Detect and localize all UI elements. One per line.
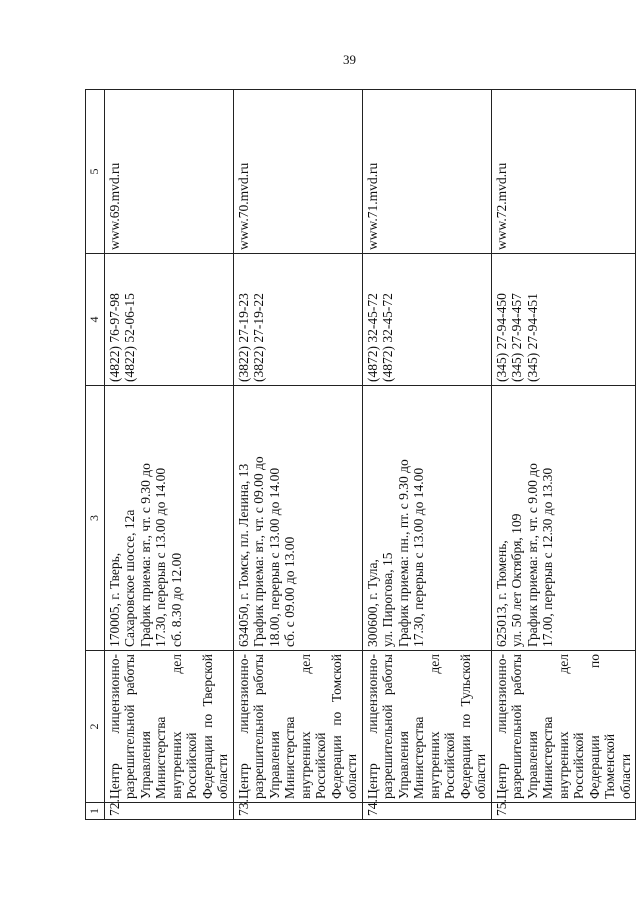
org-line: внутренних дел Российской (555, 654, 586, 799)
org-line: разрешительной работы (122, 654, 137, 799)
org-line: Центр лицензионно- (106, 654, 122, 799)
website-link[interactable]: www.72.mvd.ru (493, 162, 509, 250)
address-line: 300600, г. Тула, (364, 559, 380, 647)
org-line: разрешительной работы (380, 654, 395, 799)
address-cell (233, 386, 362, 651)
address-line: ул. 50 лет Октября, 109 (509, 513, 524, 647)
org-line: внутренних дел Российской (168, 654, 199, 799)
row-number: 72. (104, 803, 233, 820)
address-line: 17.00, перерыв с 12.30 до 13.30 (540, 467, 555, 647)
rotated-table-container (85, 90, 633, 820)
organization-cell (362, 651, 491, 803)
organization-cell (104, 651, 233, 803)
row-number: 74. (362, 803, 491, 820)
phone-cell (104, 254, 233, 386)
phone-number: (4872) 32-45-72 (380, 293, 395, 382)
phone-number: (345) 27-94-451 (524, 293, 540, 382)
address-line: 170005, г. Тверь, (106, 552, 122, 647)
org-line: Федерации по Тульской (457, 654, 473, 799)
org-line: Федерации по Тверской (199, 654, 215, 799)
org-line: Управления Министерства (266, 716, 297, 799)
org-line: внутренних дел Российской (426, 654, 457, 799)
address-line: График приема: вт., чт. с 09.00 до (251, 456, 266, 647)
page-number: 39 (343, 52, 356, 67)
address-line: Сахаровское шоссе, 12а (122, 509, 137, 647)
address-line: 625013, г. Тюмень, (493, 540, 509, 647)
org-line: разрешительной работы (509, 654, 524, 799)
org-line: области (344, 753, 359, 799)
website-link[interactable]: www.71.mvd.ru (364, 162, 380, 250)
address-cell (491, 386, 636, 651)
organization-cell (233, 651, 362, 803)
table-row (362, 90, 491, 820)
org-line: Центр лицензионно- (364, 654, 380, 799)
address-line: 17.30, перерыв с 13.00 до 14.00 (411, 467, 426, 647)
column-header-1: 1 (86, 803, 105, 820)
address-line: ул. Пирогова, 15 (380, 552, 395, 647)
website-cell (233, 90, 362, 254)
row-number: 73. (233, 803, 362, 820)
phone-number: (345) 27-94-450 (493, 293, 509, 382)
address-line: сб. с 09.00 до 13.00 (282, 536, 297, 647)
org-line: Федерации по Тюменской (586, 654, 617, 799)
address-line: График приема: вт., чт. с 9.30 до (137, 463, 153, 647)
address-line: сб. 8.30 до 12.00 (168, 552, 184, 647)
org-line: Управления Министерства (524, 716, 555, 799)
column-header-4: 4 (86, 254, 105, 386)
address-cell (104, 386, 233, 651)
address-line: 634050, г. Томск, пл. Ленина, 13 (235, 463, 251, 647)
website-cell (362, 90, 491, 254)
address-line: График приема: пн., пт. с 9.30 до (395, 459, 411, 647)
phone-number: (4822) 52-06-15 (122, 293, 137, 382)
org-line: Управления Министерства (137, 716, 168, 799)
column-header-5: 5 (86, 90, 105, 254)
address-line: График приема: вт., чт. с 9.00 до (524, 463, 540, 647)
website-cell (491, 90, 636, 254)
address-line: 18.00, перерыв с 13.00 до 14.00 (266, 467, 282, 647)
table-row (491, 90, 636, 820)
org-line: Центр лицензионно- (235, 654, 251, 799)
address-line: 17.30, перерыв с 13.00 до 14.00 (153, 467, 168, 647)
org-line: области (473, 753, 488, 799)
org-line: Федерации по Томской (328, 654, 344, 799)
column-header-2: 2 (86, 651, 105, 803)
website-link[interactable]: www.70.mvd.ru (235, 162, 251, 250)
phone-number: (3822) 27-19-23 (235, 293, 251, 382)
phone-cell (362, 254, 491, 386)
phone-number: (3822) 27-19-22 (251, 293, 266, 382)
organization-cell (491, 651, 636, 803)
org-line: разрешительной работы (251, 654, 266, 799)
org-line: области (215, 753, 230, 799)
table-row (104, 90, 233, 820)
licensing-centers-table (85, 89, 636, 820)
org-line: Управления Министерства (395, 716, 426, 799)
phone-cell (233, 254, 362, 386)
phone-number: (345) 27-94-457 (509, 293, 524, 382)
phone-number: (4822) 76-97-98 (106, 293, 122, 382)
website-link[interactable]: www.69.mvd.ru (106, 162, 122, 250)
column-header-3: 3 (86, 386, 105, 651)
org-line: внутренних дел Российской (297, 654, 328, 799)
org-line: Центр лицензионно- (493, 654, 509, 799)
website-cell (104, 90, 233, 254)
table-row (233, 90, 362, 820)
address-cell (362, 386, 491, 651)
column-number-row (86, 90, 105, 820)
row-number: 75. (491, 803, 636, 820)
org-line: области (617, 753, 633, 799)
phone-number: (4872) 32-45-72 (364, 293, 380, 382)
phone-cell (491, 254, 636, 386)
